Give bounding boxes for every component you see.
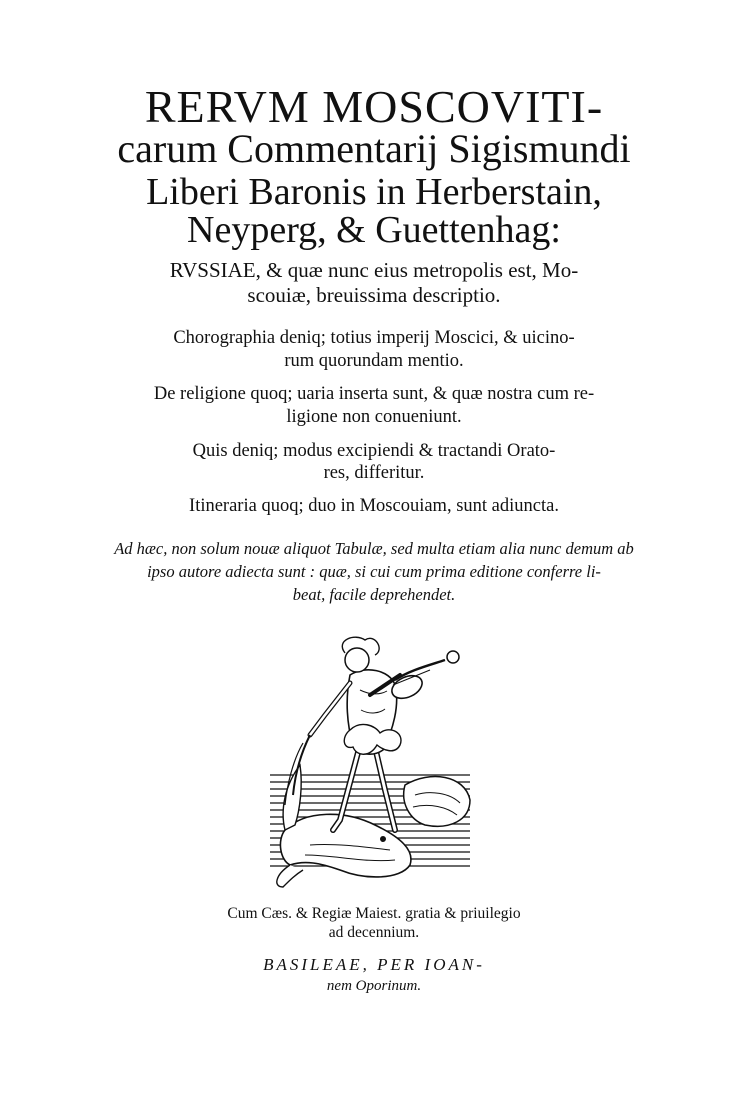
title-line-2: carum Commentarij Sigismundi [117, 126, 631, 171]
addendum-line-2: ipso autore adiecta sunt : quæ, si cui cum prima editione conferre li- [147, 562, 601, 581]
subtitle-line-9: Itineraria quoq; duo in Moscouiam, sunt adiuncta. [189, 496, 559, 516]
title-line-3: Liberi Baronis in Herberstain, [146, 171, 602, 213]
subtitle-line-3: Chorographia deniq; totius imperij Moscici, & uicino- [173, 328, 575, 348]
addendum-line-1: Ad hæc, non solum nouæ aliquot Tabulæ, sed multa etiam alia nunc demum ab [114, 539, 634, 558]
imprint-line-2: nem Oporinum. [326, 978, 422, 994]
subtitle-line-2: scouiæ, breuissima descriptio. [247, 283, 501, 307]
subtitle-line-8: res, differitur. [323, 463, 425, 483]
title-line-1: RERVM MOSCOVITI- [144, 81, 604, 132]
subtitle-line-7: Quis deniq; modus excipiendi & tractandi Orato- [192, 441, 556, 461]
subtitle-line-4: rum quorundam mentio. [284, 351, 464, 371]
subtitle-line-5: De religione quoq; uaria inserta sunt, & quæ nostra cum re- [153, 384, 595, 404]
printer-device-woodcut-icon [265, 625, 475, 890]
subtitle-line-1: RVSSIAE, & quæ nunc eius metropolis est, Mo- [169, 258, 579, 282]
privilege-line-1: Cum Cæs. & Regiæ Maiest. gratia & priuilegio [227, 905, 521, 922]
title-line-4: Neyperg, & Guettenhag: [187, 209, 561, 251]
imprint-line-1: BASILEAE, PER IOAN- [263, 955, 485, 974]
subtitle-line-6: ligione non conueniunt. [286, 407, 462, 427]
addendum-line-3: beat, facile deprehendet. [292, 585, 456, 604]
privilege-line-2: ad decennium. [328, 924, 420, 941]
